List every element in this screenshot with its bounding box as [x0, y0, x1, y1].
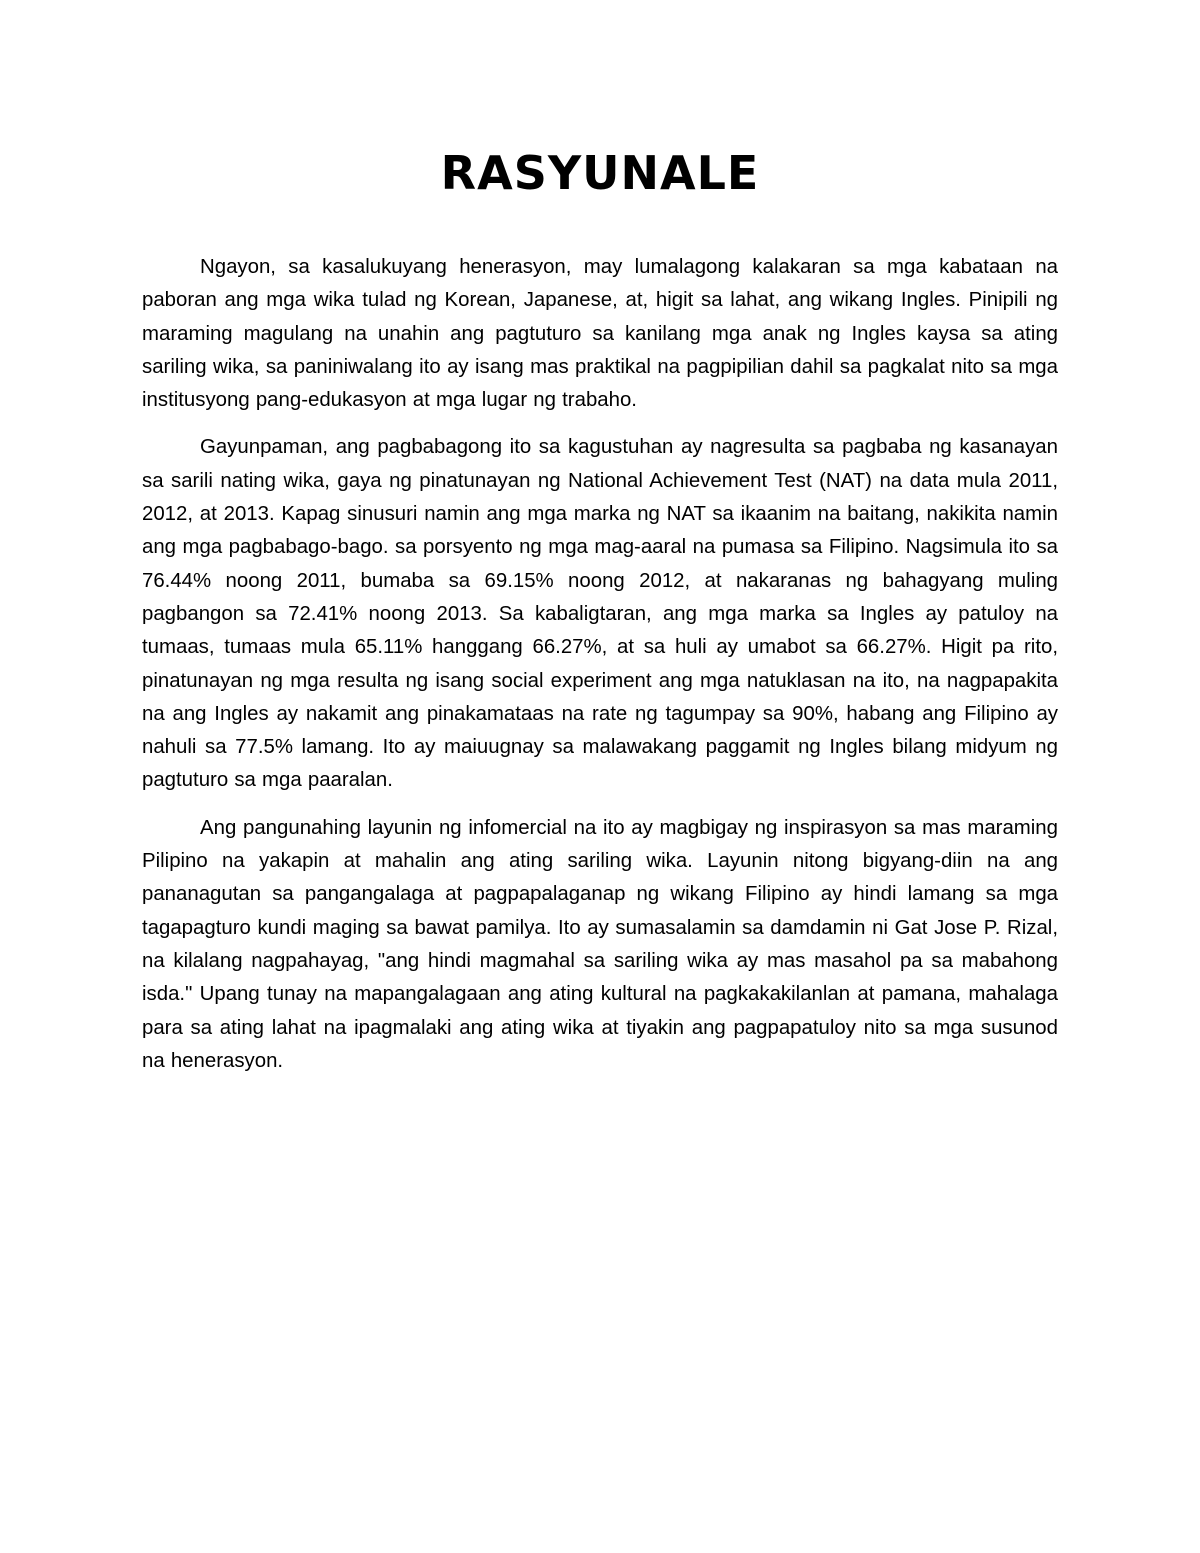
document-title: RASYUNALE — [440, 146, 760, 200]
paragraph-2: Gayunpaman, ang pagbabagong ito sa kagustuhan ay nagresulta sa pagbaba ng kasanayan sa sarili nating wika, gaya ng pinatunayan ng National Achievement Test (NAT) na data mula 2011, 2012, at 2013. Kapag sinusuri namin ang mga marka ng NAT sa ikaanim na baitang, nakikita namin ang mga pagbabago-bago. sa porsyento ng mga mag-aaral na pumasa sa Filipino. Nagsimula ito sa 76.44% noong 2011, bumaba sa 69.15% noong 2012, at nakaranas ng bahagyang muling pagbangon sa 72.41% noong 2013. Sa kabaligtaran, ang mga marka sa Ingles ay patuloy na tumaas, tumaas mula 65.11% hanggang 66.27%, at sa huli ay umabot sa 66.27%. Higit pa rito, pinatunayan ng mga resulta ng isang social experiment ang mga natuklasan na ito, na nagpapakita na ang Ingles ay nakamit ang pinakamataas na rate ng tagumpay sa 90%, habang ang Filipino ay nahuli sa 77.5% lamang. Ito ay maiuugnay sa malawakang paggamit ng Ingles bilang midyum ng pagtuturo sa mga paaralan. — [142, 436, 1058, 792]
paragraph-1: Ngayon, sa kasalukuyang henerasyon, may lumalagong kalakaran sa mga kabataan na paboran ang mga wika tulad ng Korean, Japanese, at, higit sa lahat, ang wikang Ingles. Pinipili ng maraming magulang na unahin ang pagtuturo sa kanilang mga anak ng Ingles kaysa sa ating sariling wika, sa paniniwalang ito ay isang mas praktikal na pagpipilian dahil sa pagkalat nito sa mga institusyong pang-edukasyon at mga lugar ng trabaho. — [142, 256, 1058, 412]
document-body — [142, 251, 1058, 1092]
paragraph-3: Ang pangunahing layunin ng infomercial na ito ay magbigay ng inspirasyon sa mas maraming Pilipino na yakapin at mahalin ang ating sariling wika. Layunin nitong bigyang-diin na ang pananagutan sa pangangalaga at pagpapalaganap ng wikang Filipino ay hindi lamang sa mga tagapagturo kundi maging sa bawat pamilya. Ito ay sumasalamin sa damdamin ni Gat Jose P. Rizal, na kilalang nagpahayag, "ang hindi magmahal sa sariling wika ay mas masahol pa sa mabahong isda." Upang tunay na mapangalagaan ang ating kultural na pagkakakilanlan at pamana, mahalaga para sa ating lahat na ipagmalaki ang ating wika at tiyakin ang pagpapatuloy nito sa mga susunod na henerasyon. — [142, 816, 1058, 1072]
